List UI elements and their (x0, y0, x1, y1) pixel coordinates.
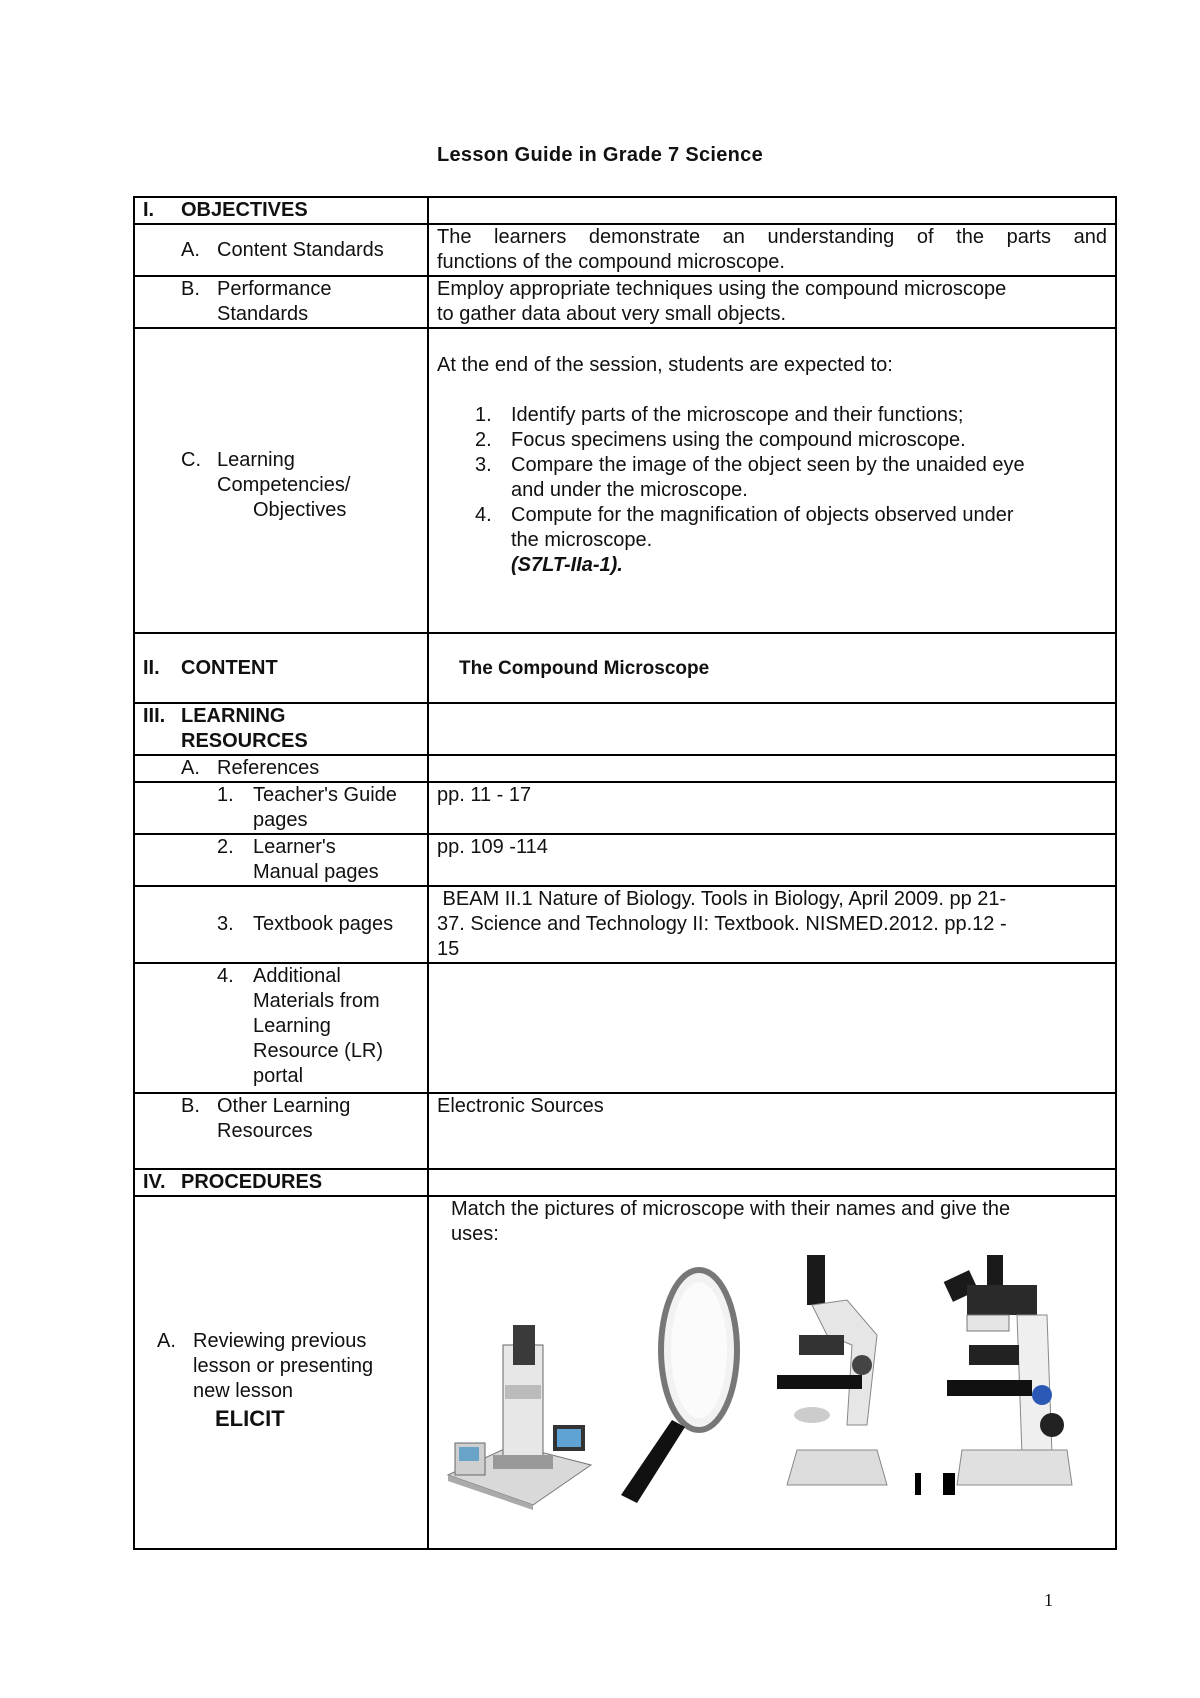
additional-materials-value-cell (428, 963, 1116, 1093)
objectives-value-cell (428, 197, 1116, 224)
section-number: IV. (143, 1171, 166, 1193)
textbook-label-cell (134, 886, 428, 963)
additional-materials-label-cell (134, 963, 428, 1093)
learners-manual-label-cell (134, 834, 428, 886)
teachers-guide-label-cell (134, 782, 428, 834)
elicit-instruction: Match the pictures of microscope with their names and give the uses: (451, 1198, 1011, 1245)
performance-standards-label-cell (134, 276, 428, 328)
text-line: 37. Science and Technology II: Textbook. NISMED.2012. pp.12 - (437, 913, 1007, 935)
teachers-guide-value-cell: pp. 11 - 17 (428, 782, 1116, 834)
content-value-cell (428, 633, 1116, 703)
competency-code: (S7LT-IIa-1). (511, 554, 623, 576)
lesson-plan-table (133, 196, 1117, 1550)
content-row (134, 633, 1116, 703)
item-label: Textbook pages (253, 913, 394, 935)
competencies-row (134, 328, 1116, 633)
item-letter: A. (181, 238, 200, 261)
resources-heading-cell (134, 703, 428, 755)
item-label: Content Standards (217, 238, 384, 261)
item-letter: B. (181, 1095, 200, 1117)
content-standards-row (134, 224, 1116, 276)
section-number: II. (143, 656, 160, 679)
magnifying-glass-image (617, 1265, 747, 1505)
item-number: 3. (217, 913, 234, 935)
item-number: 4. (217, 965, 234, 987)
learners-manual-value-cell: pp. 109 -114 (428, 834, 1116, 886)
page-number: 1 (1044, 1590, 1053, 1610)
references-label-cell (134, 755, 428, 782)
item-label: Additional Materials from Learning Resource (LR) portal (253, 965, 384, 1087)
content-heading-cell (134, 633, 428, 703)
item-number: 2. (217, 836, 234, 858)
mark (915, 1473, 921, 1495)
references-value-cell (428, 755, 1116, 782)
item-label: Performance Standards (217, 278, 332, 325)
other-resources-label-cell (134, 1093, 428, 1169)
competencies-value-cell (428, 328, 1116, 633)
item-label: Learning Competencies/ Objectives (217, 449, 351, 521)
text-line: The learners demonstrate an understanding of the parts and (437, 226, 1107, 248)
item-label: Learner's Manual pages (253, 836, 379, 883)
content-standards-value-cell (428, 224, 1116, 276)
electron-microscope-image (443, 1325, 593, 1510)
learners-manual-row (134, 834, 1116, 886)
lesson-topic: The Compound Microscope (459, 657, 710, 679)
mark (943, 1473, 955, 1495)
trinocular-microscope-image (927, 1255, 1077, 1495)
item-number: 1. (217, 784, 234, 806)
procedures-value-cell (428, 1169, 1116, 1196)
competencies-label-cell (134, 328, 428, 633)
performance-standards-value-cell (428, 276, 1116, 328)
text-line: functions of the compound microscope. (437, 251, 785, 273)
elicit-phase: ELICIT (215, 1406, 285, 1431)
section-heading: CONTENT (181, 656, 278, 679)
item-letter: C. (181, 449, 201, 471)
section-heading: PROCEDURES (181, 1171, 323, 1193)
text-line: 15 (437, 938, 460, 960)
objectives-row (134, 197, 1116, 224)
performance-standards-row (134, 276, 1116, 328)
additional-materials-row (134, 963, 1116, 1093)
textbook-value-cell (428, 886, 1116, 963)
text-line: to gather data about very small objects. (437, 303, 787, 325)
elicit-label-cell (134, 1196, 428, 1549)
references-row (134, 755, 1116, 782)
list-item: 2. Focus specimens using the compound microscope. (475, 429, 966, 451)
item-letter: B. (181, 278, 200, 300)
item-label: References (217, 757, 320, 779)
list-item: 1. Identify parts of the microscope and their functions; (475, 404, 964, 426)
procedures-row (134, 1169, 1116, 1196)
section-heading: OBJECTIVES (181, 199, 308, 221)
content-standards-label-cell (134, 224, 428, 276)
item-label: Other Learning Resources (217, 1095, 351, 1142)
procedures-heading-cell (134, 1169, 428, 1196)
elicit-value-cell (428, 1196, 1116, 1549)
textbook-row (134, 886, 1116, 963)
objectives-heading-cell (134, 197, 428, 224)
item-letter: A. (181, 757, 200, 779)
document-title: Lesson Guide in Grade 7 Science (436, 144, 764, 166)
elicit-label: A. Reviewing previous lesson or presenting new lesson ELICIT (157, 1330, 374, 1431)
list-item: 3. Compare the image of the object seen by the unaided eye and under the microscope. (475, 454, 1025, 501)
resources-value-cell (428, 703, 1116, 755)
other-resources-row (134, 1093, 1116, 1169)
elicit-row (134, 1196, 1116, 1549)
text-line: BEAM II.1 Nature of Biology. Tools in Biology, April 2009. pp 21- (437, 888, 1007, 910)
competencies-intro: At the end of the session, students are expected to: (437, 354, 893, 376)
section-number: I. (143, 199, 155, 221)
teachers-guide-row (134, 782, 1116, 834)
objectives-list (437, 403, 1107, 553)
section-number: III. (143, 705, 166, 727)
text-line: Employ appropriate techniques using the compound microscope (437, 278, 1007, 300)
microscope-images (437, 1255, 1107, 1525)
item-label: Teacher's Guide pages (253, 784, 397, 831)
section-heading: LEARNING RESOURCES (181, 705, 308, 752)
compound-microscope-image (767, 1255, 897, 1495)
other-resources-value-cell: Electronic Sources (428, 1093, 1116, 1169)
resources-row (134, 703, 1116, 755)
list-item: 4. Compute for the magnification of objects observed under the microscope. (475, 504, 1014, 551)
